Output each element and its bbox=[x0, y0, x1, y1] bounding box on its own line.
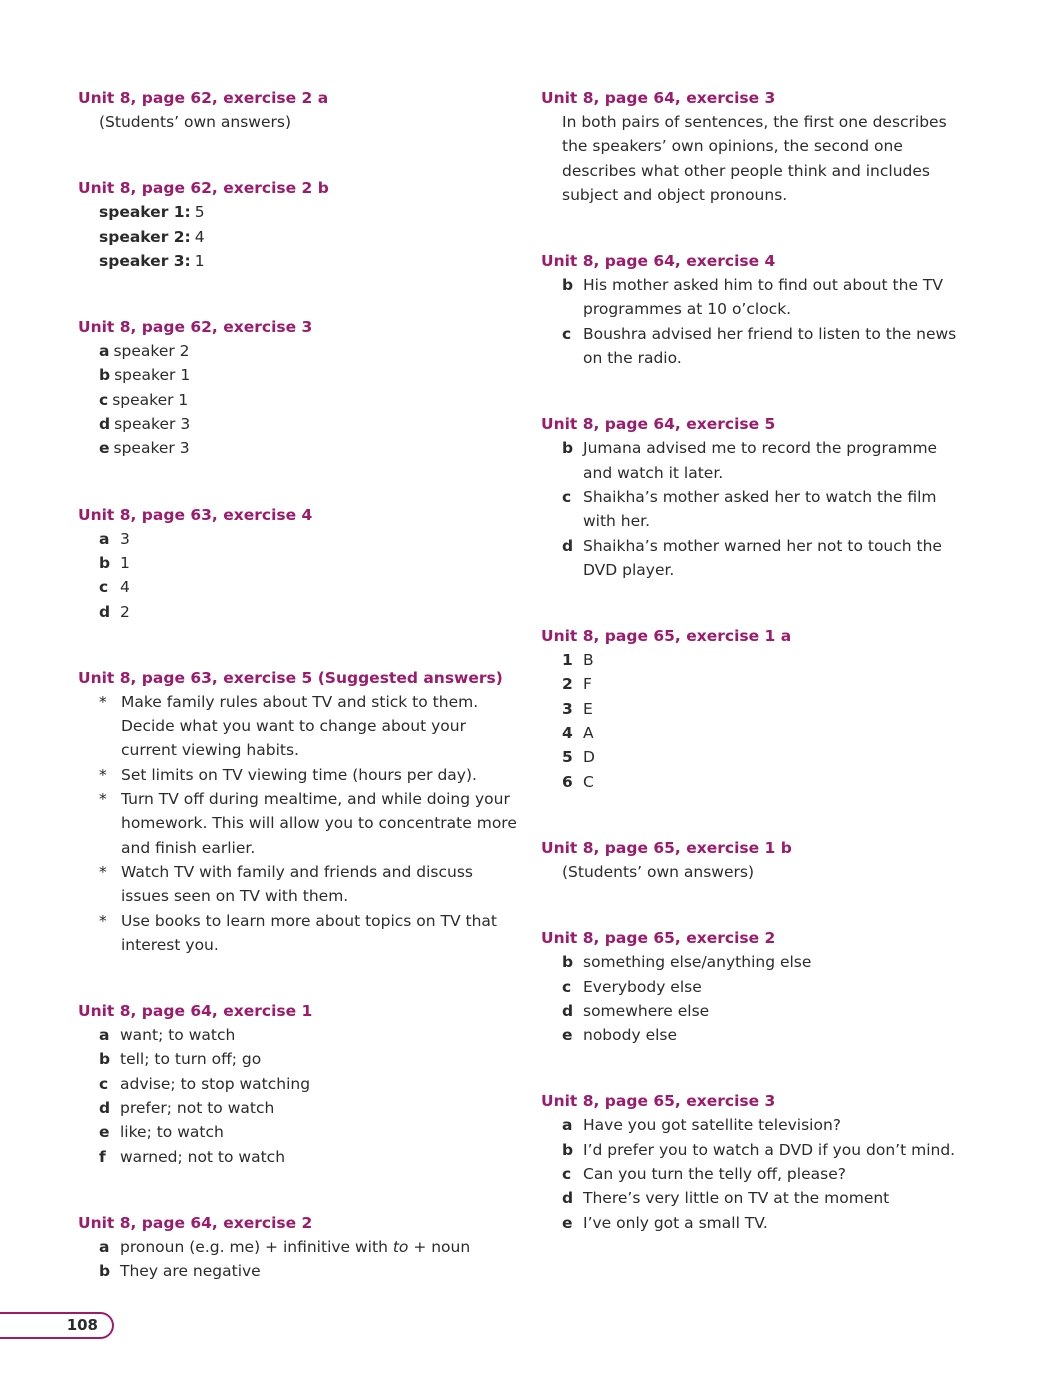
bullet-item bbox=[99, 763, 518, 787]
item-key: d bbox=[99, 602, 111, 621]
list-item bbox=[562, 322, 961, 371]
item-value: D bbox=[583, 748, 595, 767]
item-value: want; to watch bbox=[120, 1026, 236, 1045]
list-item bbox=[99, 1120, 518, 1144]
item-key: 6 bbox=[562, 772, 573, 791]
item-value: Everybody else bbox=[583, 977, 702, 996]
list-item bbox=[99, 551, 518, 575]
item-key: c bbox=[99, 390, 109, 409]
section-heading: Unit 8, page 62, exercise 3 bbox=[78, 318, 313, 337]
item-key: speaker 1: bbox=[99, 203, 191, 222]
item-value: speaker 1 bbox=[114, 366, 191, 385]
answer-text: (Students’ own answers) bbox=[99, 113, 292, 131]
section-heading: Unit 8, page 64, exercise 2 bbox=[78, 1213, 313, 1232]
section-heading: Unit 8, page 65, exercise 2 bbox=[541, 929, 776, 948]
section bbox=[541, 249, 961, 370]
item-key: a bbox=[99, 1237, 110, 1256]
item-value: 4 bbox=[120, 578, 130, 597]
list-item bbox=[99, 600, 518, 624]
left-column bbox=[78, 86, 518, 1326]
item-key: speaker 3: bbox=[99, 251, 191, 270]
section-heading: Unit 8, page 64, exercise 5 bbox=[541, 415, 776, 434]
item-value: C bbox=[583, 772, 594, 791]
item-key: 5 bbox=[562, 748, 573, 767]
section-heading: Unit 8, page 65, exercise 1 a bbox=[541, 627, 792, 646]
section bbox=[78, 86, 518, 134]
list-item bbox=[99, 527, 518, 551]
item-key: c bbox=[99, 1074, 109, 1093]
item-key: b bbox=[562, 953, 574, 972]
item-key: b bbox=[99, 553, 111, 572]
item-key: c bbox=[562, 1165, 572, 1184]
list-item bbox=[562, 770, 961, 794]
item-key: c bbox=[99, 578, 109, 597]
item-value: 4 bbox=[194, 227, 205, 246]
list-item bbox=[99, 1047, 518, 1071]
item-key: e bbox=[99, 1123, 110, 1142]
list-item bbox=[99, 1259, 518, 1283]
item-value: Have you got satellite television? bbox=[583, 1116, 842, 1135]
item-key: c bbox=[562, 977, 572, 996]
item-key: b bbox=[99, 1262, 111, 1281]
section bbox=[541, 624, 961, 794]
list-item bbox=[99, 225, 518, 249]
list-item bbox=[562, 672, 961, 696]
section-heading: Unit 8, page 63, exercise 4 bbox=[78, 505, 313, 524]
page-number: 108 bbox=[66, 1316, 98, 1334]
right-column bbox=[541, 86, 961, 1277]
item-key: e bbox=[562, 1026, 573, 1045]
item-key: d bbox=[562, 1001, 574, 1020]
list-item bbox=[99, 436, 518, 460]
section-heading: Unit 8, page 62, exercise 2 a bbox=[78, 89, 329, 107]
list-item bbox=[99, 412, 518, 436]
section-heading: Unit 8, page 63, exercise 5 (Suggested answers) bbox=[78, 668, 503, 687]
item-value bbox=[120, 1235, 518, 1259]
bullet-item bbox=[99, 909, 518, 958]
bullet-item bbox=[99, 860, 518, 909]
section bbox=[541, 86, 961, 207]
item-key: b bbox=[562, 439, 574, 458]
item-value: 2 bbox=[120, 602, 130, 621]
item-value: Turn TV off during mealtime, and while doing your homework. This will allow you to concentrate more and finish earlier. bbox=[121, 790, 517, 857]
list-item bbox=[99, 575, 518, 599]
item-value: warned; not to watch bbox=[120, 1147, 286, 1166]
item-value: speaker 2 bbox=[113, 342, 190, 361]
section bbox=[541, 412, 961, 582]
item-key: e bbox=[99, 439, 110, 458]
item-value: I’ve only got a small TV. bbox=[583, 1213, 768, 1232]
list-item bbox=[562, 534, 961, 583]
list-item bbox=[99, 1072, 518, 1096]
item-key: a bbox=[99, 529, 110, 548]
list-item bbox=[562, 485, 961, 534]
item-value: somewhere else bbox=[583, 1001, 710, 1020]
list-item bbox=[562, 436, 961, 485]
item-value: 1 bbox=[194, 251, 205, 270]
item-value: Make family rules about TV and stick to them. Decide what you want to change about your current viewing habits. bbox=[121, 692, 479, 760]
item-value: B bbox=[583, 651, 594, 670]
item-key: e bbox=[562, 1213, 573, 1232]
answer-text: In both pairs of sentences, the first one describes the speakers’ own opinions, the second one describes what other people think and includes subject and object pronouns. bbox=[562, 113, 947, 204]
section-heading: Unit 8, page 65, exercise 3 bbox=[541, 1092, 776, 1111]
item-key: 2 bbox=[562, 675, 573, 694]
item-key: a bbox=[99, 1026, 110, 1045]
item-value: speaker 3 bbox=[114, 415, 191, 434]
section bbox=[541, 1089, 961, 1234]
item-value: Boushra advised her friend to listen to the news on the radio. bbox=[583, 324, 957, 368]
item-key: 1 bbox=[562, 651, 573, 670]
section-heading: Unit 8, page 65, exercise 1 b bbox=[541, 838, 792, 857]
item-key: c bbox=[562, 487, 572, 506]
item-key: a bbox=[562, 1116, 573, 1135]
bullet-marker: * bbox=[99, 765, 107, 784]
item-value: 5 bbox=[194, 203, 205, 222]
item-key: b bbox=[562, 276, 574, 295]
item-key: d bbox=[99, 415, 111, 434]
item-value: prefer; not to watch bbox=[120, 1099, 275, 1118]
list-item bbox=[562, 273, 961, 322]
list-item bbox=[562, 745, 961, 769]
item-value: Shaikha’s mother asked her to watch the film with her. bbox=[583, 487, 937, 531]
item-value-emphasis: to bbox=[392, 1237, 409, 1256]
item-key: f bbox=[99, 1147, 106, 1166]
list-item bbox=[562, 975, 961, 999]
section bbox=[541, 836, 961, 884]
item-value: Jumana advised me to record the programme and watch it later. bbox=[583, 439, 938, 482]
item-value: F bbox=[583, 675, 592, 694]
item-value: like; to watch bbox=[120, 1123, 224, 1142]
list-item bbox=[99, 388, 518, 412]
section bbox=[78, 999, 518, 1169]
list-item bbox=[99, 1235, 518, 1259]
item-value: E bbox=[583, 699, 593, 718]
list-item bbox=[562, 1113, 961, 1137]
list-item bbox=[562, 1162, 961, 1186]
list-item bbox=[562, 648, 961, 672]
list-item bbox=[99, 200, 518, 224]
section bbox=[541, 926, 961, 1047]
list-item bbox=[99, 1145, 518, 1169]
item-value: His mother asked him to find out about the TV programmes at 10 o’clock. bbox=[583, 276, 943, 319]
item-key: a bbox=[99, 342, 110, 361]
item-key: 4 bbox=[562, 724, 573, 743]
list-item bbox=[562, 1023, 961, 1047]
list-item bbox=[562, 1186, 961, 1210]
bullet-marker: * bbox=[99, 790, 107, 809]
item-value-part: + noun bbox=[408, 1237, 471, 1256]
section bbox=[78, 1211, 518, 1284]
item-key: d bbox=[99, 1099, 111, 1118]
item-key: b bbox=[562, 1140, 574, 1159]
section-heading: Unit 8, page 62, exercise 2 b bbox=[78, 179, 329, 198]
item-value: Can you turn the telly off, please? bbox=[583, 1165, 846, 1184]
section bbox=[78, 176, 518, 273]
section bbox=[78, 503, 518, 624]
bullet-marker: * bbox=[99, 862, 107, 881]
list-item bbox=[99, 1023, 518, 1047]
section bbox=[78, 315, 518, 460]
list-item bbox=[562, 1211, 961, 1235]
item-value: 1 bbox=[120, 553, 130, 572]
bullet-item bbox=[99, 690, 518, 763]
page-number-tab bbox=[0, 1312, 114, 1339]
list-item bbox=[562, 1138, 961, 1162]
item-value: tell; to turn off; go bbox=[120, 1050, 262, 1069]
item-value: I’d prefer you to watch a DVD if you don’t mind. bbox=[583, 1140, 956, 1159]
item-value: Watch TV with family and friends and discuss issues seen on TV with them. bbox=[121, 862, 473, 906]
bullet-item bbox=[99, 787, 518, 860]
item-value: speaker 3 bbox=[113, 439, 190, 458]
section-heading: Unit 8, page 64, exercise 3 bbox=[541, 89, 776, 107]
item-value: something else/anything else bbox=[583, 953, 812, 972]
answer-text: (Students’ own answers) bbox=[562, 862, 755, 881]
item-value: Use books to learn more about topics on TV that interest you. bbox=[121, 911, 498, 954]
item-key: b bbox=[99, 1050, 111, 1069]
list-item bbox=[99, 339, 518, 363]
item-value: nobody else bbox=[583, 1026, 678, 1045]
bullet-marker: * bbox=[99, 911, 107, 930]
item-key: d bbox=[562, 1189, 574, 1208]
bullet-marker: * bbox=[99, 692, 107, 711]
list-item bbox=[562, 950, 961, 974]
list-item bbox=[562, 697, 961, 721]
list-item bbox=[99, 1096, 518, 1120]
section-heading: Unit 8, page 64, exercise 1 bbox=[78, 1002, 313, 1021]
section bbox=[78, 666, 518, 957]
item-value: Shaikha’s mother warned her not to touch the DVD player. bbox=[583, 536, 942, 579]
item-value-part: pronoun (e.g. me) + infinitive with bbox=[120, 1237, 393, 1256]
item-key: d bbox=[562, 536, 574, 555]
item-value: A bbox=[583, 724, 594, 743]
list-item bbox=[562, 999, 961, 1023]
list-item bbox=[562, 721, 961, 745]
item-key: b bbox=[99, 366, 111, 385]
item-value: advise; to stop watching bbox=[120, 1074, 311, 1093]
item-value: They are negative bbox=[120, 1262, 261, 1281]
item-value: speaker 1 bbox=[112, 390, 189, 409]
item-value: Set limits on TV viewing time (hours per day). bbox=[121, 765, 477, 784]
list-item bbox=[99, 363, 518, 387]
item-value: 3 bbox=[120, 529, 130, 548]
list-item bbox=[99, 249, 518, 273]
section-heading: Unit 8, page 64, exercise 4 bbox=[541, 252, 776, 271]
item-value: There’s very little on TV at the moment bbox=[583, 1189, 890, 1208]
item-key: c bbox=[562, 324, 572, 343]
item-key: speaker 2: bbox=[99, 227, 191, 246]
item-key: 3 bbox=[562, 699, 573, 718]
